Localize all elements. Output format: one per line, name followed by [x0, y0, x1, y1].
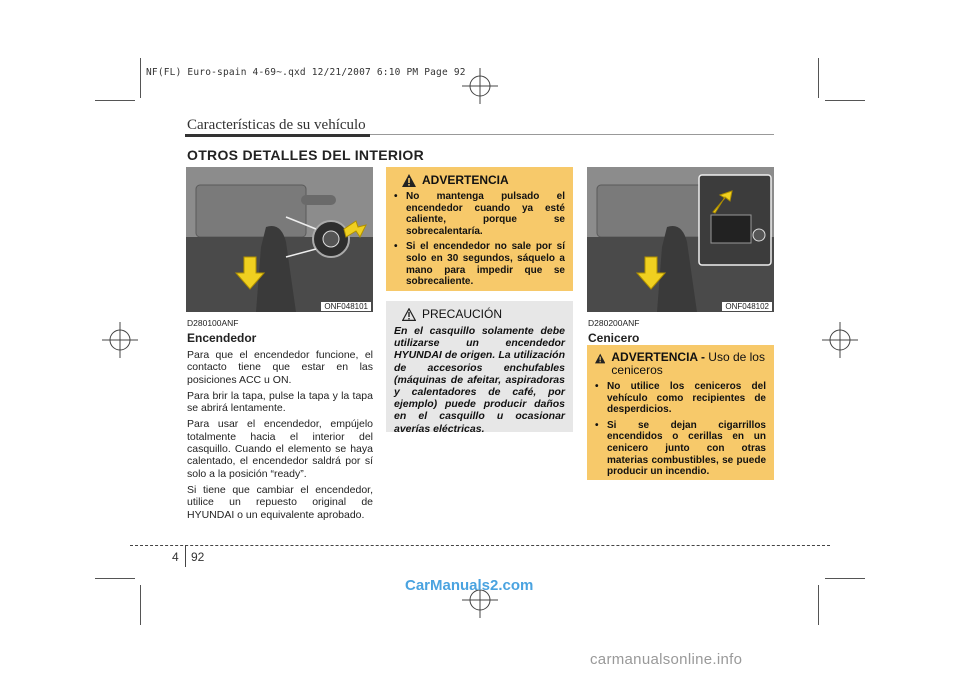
watermark: CarManuals2.com [405, 577, 534, 594]
paragraph: Para brir la tapa, pulse la tapa y la tapa se abrirá lentamente. [187, 389, 373, 415]
paragraph: Para que el encendedor funcione, el contacto tiene que estar en las posiciones ACC u ON. [187, 349, 373, 386]
page-number: 92 [191, 550, 205, 564]
crop-mark [95, 578, 135, 579]
caution-text: En el casquillo solamente debe utilizarse un encendedor HYUNDAI de origen. La utilización de accesorios enchufables (máquinas de afeitar, aspiradoras y calentadores de café, por ejemplo) puede producir daños en el casquillo u ocasionar averías eléctricas. [394, 325, 565, 435]
page-divider [130, 545, 830, 546]
caution-title [402, 307, 565, 321]
warning-title-main: ADVERTENCIA - [611, 350, 709, 364]
footer-site-name: carmanualsonline.info [590, 651, 743, 668]
registration-mark-icon [102, 322, 138, 358]
warning-title [595, 351, 766, 377]
list-item: • No mantenga pulsado el encendedor cuando ya esté caliente, porque se sobrecalentaría. [394, 191, 565, 237]
warning-list [595, 381, 766, 478]
warning-triangle-icon [402, 174, 416, 187]
warning-list [394, 191, 565, 288]
crop-mark [825, 578, 865, 579]
warning-box [386, 167, 573, 291]
section-title: OTROS DETALLES DEL INTERIOR [187, 147, 425, 163]
list-item: • No utilice los ceniceros del vehículo como recipientes de desperdicios. [595, 381, 766, 416]
caution-triangle-icon [402, 308, 416, 321]
warning-title-text [611, 351, 766, 377]
lighter-section [187, 318, 373, 525]
caution-box [386, 301, 573, 435]
warning-triangle-icon [595, 352, 605, 365]
ashtray-photo [587, 167, 774, 312]
chapter-number: 4 [172, 550, 179, 564]
crop-mark [818, 585, 819, 625]
page-number-divider [185, 545, 186, 567]
header-underline [185, 134, 370, 137]
section-code: D280100ANF [187, 318, 239, 328]
list-item: • Si se dejan cigarrillos encendidos o cerillas en un cenicero junto con otras materias combustibles, se puede producir un incendio. [595, 420, 766, 478]
paragraph: Para usar el encendedor, empújelo totalmente hacia el interior del casquillo. Cuando el elemento se haya calentado, el encendedor saldrá por sí solo a la posición “ready”. [187, 418, 373, 480]
header-rule [370, 134, 774, 135]
warning-title-text: ADVERTENCIA [422, 173, 509, 187]
warning-subtitle: Uso de los ceniceros [611, 350, 765, 377]
print-slug: NF(FL) Euro-spain 4-69~.qxd 12/21/2007 6:10 PM Page 92 [146, 67, 466, 78]
lighter-body [187, 349, 373, 521]
figure-label: ONF048102 [722, 302, 772, 311]
caution-title-text: PRECAUCIÓN [422, 307, 503, 321]
list-item: • Si el encendedor no sale por sí solo en 30 segundos, sáquelo a mano para impedir que se sobrecaliente. [394, 241, 565, 287]
lighter-heading: Encendedor [187, 331, 257, 345]
ashtray-heading: Cenicero [588, 331, 640, 345]
crop-mark [95, 100, 135, 101]
paragraph: Si tiene que cambiar el encendedor, utilice un repuesto original de HYUNDAI o un equivalente aprobado. [187, 483, 373, 521]
registration-mark-icon [462, 68, 498, 104]
registration-mark-icon [822, 322, 858, 358]
ashtray-section [588, 318, 774, 345]
crop-mark [818, 58, 819, 98]
section-code: D280200ANF [588, 318, 640, 328]
page-header-title: Características de su vehículo [187, 117, 366, 133]
warning-title [402, 173, 565, 187]
lighter-photo [186, 167, 373, 312]
crop-mark [825, 100, 865, 101]
crop-mark [140, 585, 141, 625]
crop-mark [140, 58, 141, 98]
warning-box-ashtray [587, 345, 774, 480]
figure-label: ONF048101 [321, 302, 371, 311]
